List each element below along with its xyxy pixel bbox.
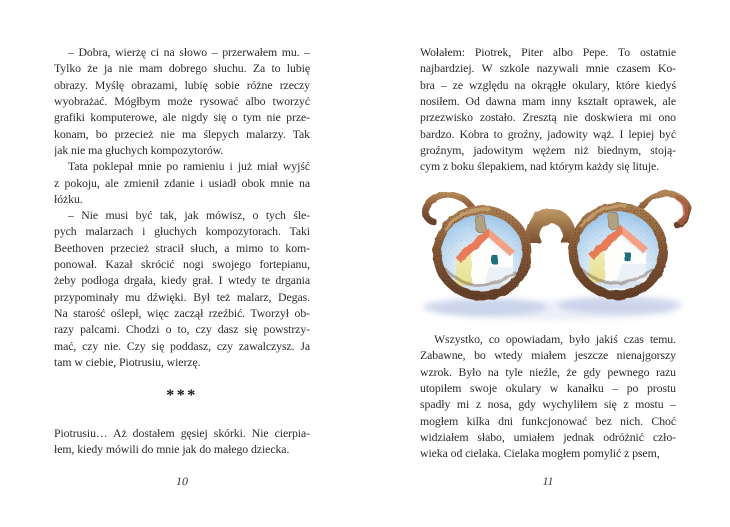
text-line: Wołałem: Piotrek, Piter albo Pepe. To ostatnie bbox=[420, 45, 676, 59]
text-line: ponował. Kazał skrócić nogi swojego fortepianu, bbox=[54, 257, 310, 272]
text-line: grafiki komputerowe, ale nigdy się o tym nie prze- bbox=[54, 110, 310, 125]
text-line: nosiłem. Od dawna mam inny kształt oprawek, ale bbox=[420, 93, 676, 108]
text-line: Beethoven przecież stracił słuch, a mimo to kom- bbox=[54, 240, 310, 255]
text-line: bra – ze względu na okrągłe okulary, które kiedyś bbox=[420, 77, 676, 92]
round-glasses-icon bbox=[415, 189, 715, 329]
text-line: tam w ciebie, Piotrusiu, wierzę. bbox=[54, 354, 201, 369]
text-line: wyobrażać. Mógłbym może rysować albo tworzyć bbox=[54, 93, 310, 108]
right-page-text-bottom bbox=[420, 331, 676, 462]
page-number-left: 10 bbox=[176, 474, 188, 488]
left-page-closing-text bbox=[54, 425, 310, 458]
glasses-bridge bbox=[525, 209, 576, 248]
text-line: Tata poklepał mnie po ramieniu i już miał wyjść bbox=[68, 159, 310, 174]
text-line: wieka od cielaka. Cielaka mogłem pomylić z psem, bbox=[420, 446, 660, 461]
text-line: bardzo. Kobra to groźny, jadowity wąż. I lepiej być bbox=[420, 126, 676, 141]
text-line: Piotrusiu… Aż dostałem gęsiej skórki. Nie cierpia- bbox=[54, 426, 310, 440]
text-line: pych malarzach i głuchych kompozytorach. Taki bbox=[54, 224, 310, 239]
text-line: widziałem słabo, umiałem jednak odróżnić czło- bbox=[420, 429, 676, 444]
text-line: razy palcami. Chodzi o to, czy dasz się powstrzy- bbox=[54, 322, 310, 337]
text-line: łem, kiedy mówili do mnie jak do małego dziecka. bbox=[54, 442, 290, 457]
section-separator: *** bbox=[166, 387, 198, 404]
text-line: wzrok. Było na tyle nieźle, że gdy pewnego razu bbox=[420, 364, 676, 379]
text-line: mogłem kilka dni funkcjonować bez nich. Choć bbox=[420, 413, 676, 428]
glasses-illustration bbox=[415, 189, 715, 329]
text-line: konam, bo przecież nie ma ślepych malarzy. Tak bbox=[54, 126, 310, 141]
text-line: żeby podłoga drgała, kiedy grał. I wtedy te drgania bbox=[54, 273, 310, 288]
text-line: obrazy. Myślę obrazami, lubię sobie różne rzeczy bbox=[54, 77, 310, 92]
text-line: z pokoju, ale zmienił zdanie i usiadł obok mnie na bbox=[54, 175, 310, 190]
text-line: jak nie ma głuchych kompozytorów. bbox=[54, 142, 224, 157]
text-line: Wszystko, co opowiadam, było jakiś czas temu. bbox=[434, 332, 676, 346]
text-line: Zabawne, bo wtedy miałem jeszcze nienajgorszy bbox=[420, 348, 676, 363]
glasses-shadow bbox=[423, 296, 682, 320]
text-line: przypominały mu dźwięki. Był też malarz, Degas. bbox=[54, 289, 310, 304]
text-line: mać, czy nie. Czy się poddasz, czy zawalczysz. Ja bbox=[54, 338, 310, 353]
text-line: groźnym, jadowitym wężem niż biednym, stoją- bbox=[420, 142, 676, 157]
text-line: przezwisko zostało. Zresztą nie doskwiera mi ono bbox=[420, 110, 676, 125]
text-line: łóżku. bbox=[54, 191, 83, 206]
text-line: spadły mi z nosa, gdy wychyliłem się z mostu – bbox=[420, 397, 676, 412]
text-line: Na starość oślepł, więc zaczął rzeźbić. Tworzył ob- bbox=[54, 306, 310, 320]
text-line: – Dobra, wierzę ci na słowo – przerwałem mu. – bbox=[68, 45, 310, 59]
left-page-text bbox=[54, 44, 310, 370]
page-number-right: 11 bbox=[542, 474, 554, 488]
text-line: utopiłem swoje okulary w kanałku – po prostu bbox=[420, 380, 676, 395]
text-line: cym z boku ślepakiem, nad którym każdy się lituje. bbox=[420, 159, 660, 174]
right-page-text-top bbox=[420, 44, 676, 175]
text-line: najbardziej. W szkole nazywali mnie czasem Ko- bbox=[420, 61, 676, 76]
text-line: Tylko że ja nie mam dobrego słuchu. Za to lubię bbox=[54, 61, 310, 76]
text-line: – Nie musi być tak, jak mówisz, o tych śle- bbox=[68, 208, 310, 223]
